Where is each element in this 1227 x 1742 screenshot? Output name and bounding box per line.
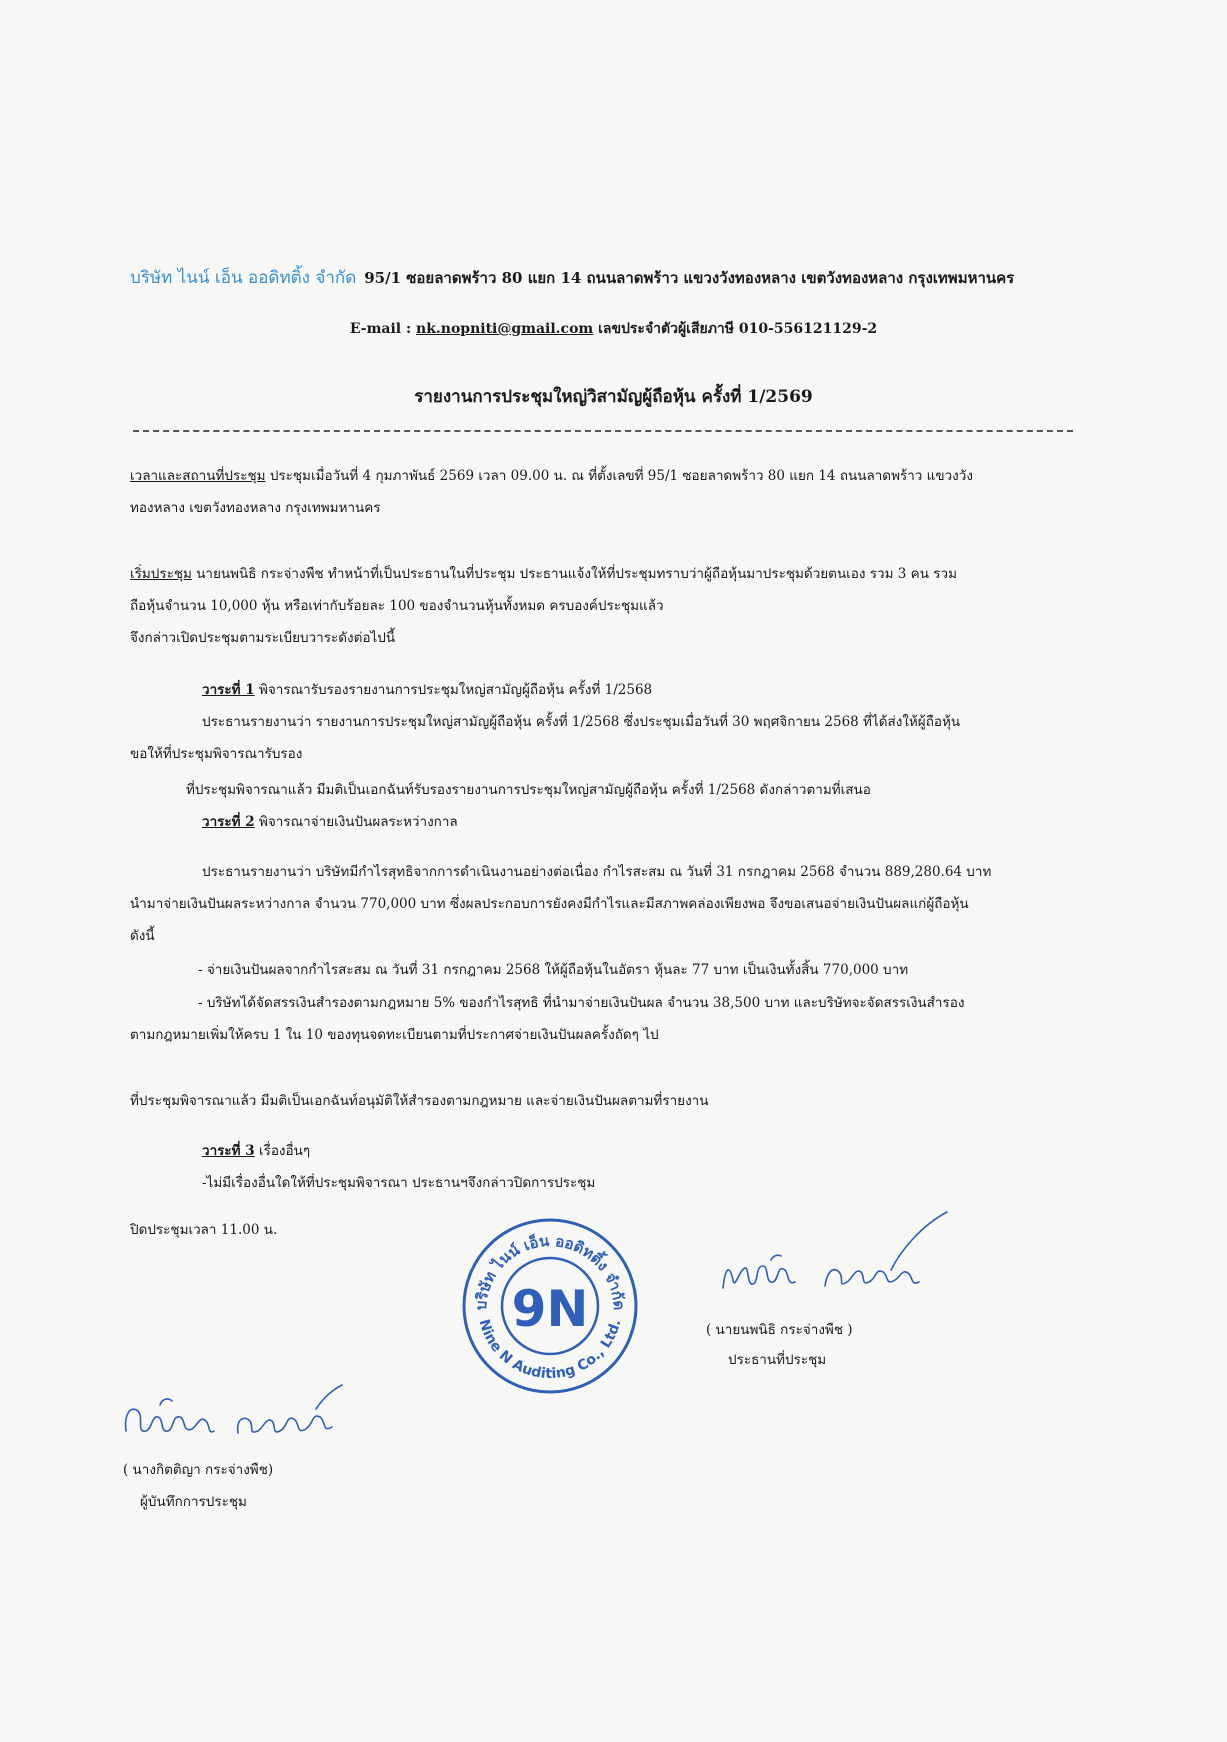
agenda1-line2: ขอให้ที่ประชุมพิจารณารับรอง xyxy=(130,746,303,762)
agenda1-label: วาระที่ 1 xyxy=(202,682,255,698)
opening-text: นายนพนิธิ กระจ่างพืช ทำหน้าที่เป็นประธานในที่ประชุม ประธานแจ้งให้ที่ประชุมทราบว่าผู้ถือหุ้นมาประชุมด้วยตนเอง รวม 3 คน รวม xyxy=(196,566,957,582)
seal-thai-text: บริษัท ไนน์ เอ็น ออดิทติ้ง จำกัด xyxy=(471,1231,629,1311)
closing-time: ปิดประชุมเวลา 11.00 น. xyxy=(130,1222,278,1238)
seal-monogram: 9N xyxy=(511,1280,589,1338)
tax-id: เลขประจำตัวผู้เสียภาษี 010-556121129-2 xyxy=(598,321,878,337)
company-seal xyxy=(460,1216,640,1396)
agenda3-label: วาระที่ 3 xyxy=(202,1143,255,1159)
agenda3-title: เรื่องอื่นๆ xyxy=(258,1143,311,1159)
time-place-line1 xyxy=(130,460,973,492)
company-name: บริษัท ไนน์ เอ็น ออดิทติ้ง จำกัด xyxy=(130,268,357,288)
company-header xyxy=(130,264,1014,291)
agenda2-label: วาระที่ 2 xyxy=(202,814,255,830)
page-title: รายงานการประชุมใหญ่วิสามัญผู้ถือหุ้น ครั้งที่ 1/2569 xyxy=(414,387,813,407)
agenda1-line1: ประธานรายงานว่า รายงานการประชุมใหญ่สามัญผู้ถือหุ้น ครั้งที่ 1/2568 ซึ่งประชุมเมื่อวันที่ 30 พฤศจิกายน 2568 ที่ได้ส่งให้ผู้ถือหุ้น xyxy=(202,714,961,730)
opening-label: เริ่มประชุม xyxy=(130,566,192,582)
time-place-label: เวลาและสถานที่ประชุม xyxy=(130,468,266,484)
recorder-signature xyxy=(120,1375,360,1445)
time-place-text: ประชุมเมื่อวันที่ 4 กุมภาพันธ์ 2569 เวลา 09.00 น. ณ ที่ตั้งเลขที่ 95/1 ซอยลาดพร้าว 80 แยก 14 ถนนลาดพร้าว แขวงวัง xyxy=(269,468,973,484)
agenda1-heading xyxy=(202,674,652,706)
agenda1-resolution: ที่ประชุมพิจารณาแล้ว มีมติเป็นเอกฉันท์รับรองรายงานการประชุมใหญ่สามัญผู้ถือหุ้น ครั้งที่ 1/2568 ดังกล่าวตามที่เสนอ xyxy=(186,782,871,798)
agenda3-heading xyxy=(202,1135,310,1167)
email-link[interactable]: nk.nopniti@gmail.com xyxy=(416,321,594,337)
opening-line2: ถือหุ้นจำนวน 10,000 หุ้น หรือเท่ากับร้อยละ 100 ของจำนวนหุ้นทั้งหมด ครบองค์ประชุมแล้ว xyxy=(130,598,664,614)
agenda2-title: พิจารณาจ่ายเงินปันผลระหว่างกาล xyxy=(258,814,458,830)
chair-role: ประธานที่ประชุม xyxy=(728,1352,827,1368)
agenda1-title: พิจารณารับรองรายงานการประชุมใหญ่สามัญผู้ถือหุ้น ครั้งที่ 1/2568 xyxy=(258,682,653,698)
dividend-bullet1: - จ่ายเงินปันผลจากกำไรสะสม ณ วันที่ 31 กรกฎาคม 2568 ให้ผู้ถือหุ้นในอัตรา หุ้นละ 77 บาท เป็นเงินทั้งสิ้น 770,000 บาท xyxy=(198,962,909,978)
contact-line xyxy=(0,318,1227,340)
chair-signature xyxy=(715,1210,995,1300)
opening-line1 xyxy=(130,558,957,590)
agenda2-line3: ดังนี้ xyxy=(130,928,155,944)
email-label: E-mail : xyxy=(349,321,412,337)
agenda2-line2: นำมาจ่ายเงินปันผลระหว่างกาล จำนวน 770,000 บาท ซึ่งผลประกอบการยังคงมีกำไรและมีสภาพคล่องเพียงพอ จึงขอเสนอจ่ายเงินปันผลแก่ผู้ถือหุ้น xyxy=(130,896,969,912)
chair-name: ( นายนพนิธิ กระจ่างพืช ) xyxy=(706,1322,853,1338)
opening-line3: จึงกล่าวเปิดประชุมตามระเบียบวาระดังต่อไปนี้ xyxy=(130,630,396,646)
company-address: 95/1 ซอยลาดพร้าว 80 แยก 14 ถนนลาดพร้าว แขวงวังทองหลาง เขตวังทองหลาง กรุงเทพมหานคร xyxy=(364,269,1015,287)
dividend-bullet2-line2: ตามกฎหมายเพิ่มให้ครบ 1 ใน 10 ของทุนจดทะเบียนตามที่ประกาศจ่ายเงินปันผลครั้งถัดๆ ไป xyxy=(130,1027,659,1043)
agenda2-line1: ประธานรายงานว่า บริษัทมีกำไรสุทธิจากการดำเนินงานอย่างต่อเนื่อง กำไรสะสม ณ วันที่ 31 กรกฎาคม 2568 จำนวน 889,280.64 บาท xyxy=(202,864,992,880)
agenda2-heading xyxy=(202,806,458,838)
dividend-bullet2-line1: - บริษัทได้จัดสรรเงินสำรองตามกฎหมาย 5% ของกำไรสุทธิ ที่นำมาจ่ายเงินปันผล จำนวน 38,500 บาท และบริษัทจะจัดสรรเงินสำรอง xyxy=(198,995,965,1011)
seal-english-text: Nine N Auditing Co., Ltd. xyxy=(475,1317,625,1383)
agenda2-resolution: ที่ประชุมพิจารณาแล้ว มีมติเป็นเอกฉันท์อนุมัติให้สำรองตามกฎหมาย และจ่ายเงินปันผลตามที่รายงาน xyxy=(130,1093,709,1109)
recorder-role: ผู้บันทึกการประชุม xyxy=(140,1494,247,1510)
agenda3-line: -ไม่มีเรื่องอื่นใดให้ที่ประชุมพิจารณา ประธานฯจึงกล่าวปิดการประชุม xyxy=(202,1175,596,1191)
time-place-line2: ทองหลาง เขตวังทองหลาง กรุงเทพมหานคร xyxy=(130,500,381,516)
divider xyxy=(133,430,1073,432)
recorder-name: ( นางกิตติญา กระจ่างพืช) xyxy=(123,1462,274,1478)
